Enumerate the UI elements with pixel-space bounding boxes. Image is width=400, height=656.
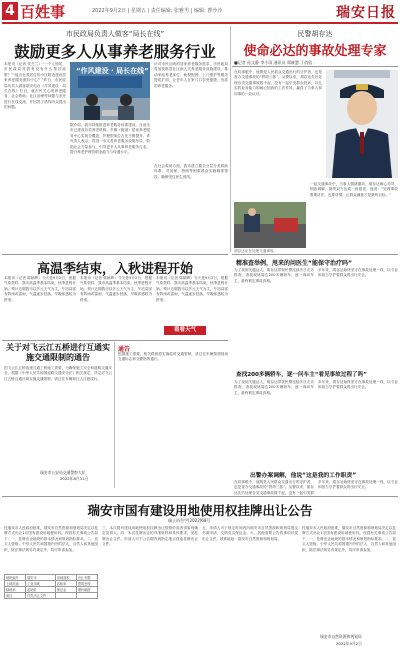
story1-body-col3b: 在社会救助方面，我市建立健全分层分类救助体系，对低保、特困等困难群众实施精准帮扶，确保兜住民生底线。 (154, 164, 228, 179)
table-row (5, 593, 98, 599)
table-cell (76, 593, 97, 599)
table-cell: 瑞安市 (26, 575, 56, 581)
table-cell: 土地用途 (5, 581, 26, 587)
story2-body-e: 为了找到关键证人，胡存达带领民警连续多日走访排查，查找现场周边200多辆轿车，逐一询问车主，最终锁定事故真相。 (234, 380, 314, 395)
story5-body-col2: 三、本次国有建设用地使用权挂牌出让按照价高者得原则确定竞得人。四、本次挂牌出让的详细资料和具体要求，见挂牌出让文件。申请人可于公告期内到指定地点获取挂牌出让文件。 (102, 526, 198, 547)
story1-body-col1: 本报讯（记者 张芝兰）“一个人独居，市民政局对我有没有什么帮扶政策？”“能否在我居住的小区附近建设居家养老服务照料中心？”昨日，市民政局负责人做客瑞安电台《作风建设 · 局长在线》栏目，就市民关心的养老服务、社会救助、社区治理等问题与市民进行在线交流，并回答了热线听众提出的问题。 (4, 62, 66, 110)
table-cell: 保证金 (55, 587, 76, 593)
masthead (0, 0, 400, 26)
story3-body-col1: 本报讯（记者 陈朝晖）今天是9月2日，根据气象资料，我市高温季基本结束，秋季进程开始。预计近期我市以多云天气为主，午后局部有阵雨或雷雨，气温逐步回落，早晚体感较为舒适。 (4, 276, 76, 302)
table-cell: 用地面积 (55, 575, 76, 581)
story2-scene-photo (234, 202, 306, 248)
story2-headline: 使命必达的事故处理专家 (243, 44, 387, 59)
story5-rule-top (2, 496, 398, 497)
story2-byline: ■记者 孙文静 李小雨 通讯员 郑筱慧 丁俏依 (234, 60, 313, 65)
paper-logo: 瑞安日报 (336, 5, 396, 21)
story4-date: 2022年8月31日 (60, 476, 89, 481)
story3-body-col3: 本报讯（记者 陈朝晖）今天是9月2日，根据气象资料，我市高温季基本结束，秋季进程开始。预计近期我市以多云天气为主，午后局部有阵雨或雷雨，气温逐步回落，早晚体感较为舒适。 (156, 276, 228, 302)
story1-headline: 鼓励更多人从事养老服务行业 (14, 43, 216, 61)
story5-signature: 瑞安市自然资源和规划局 (320, 634, 362, 639)
story1-photo (70, 62, 150, 120)
story4-body: 因飞云江五桥改建互通工程施工需要，为确保施工安全和道路交通安全，根据《中华人民共和国道路交通安全法》相关规定，决定对飞云江五桥互通区域实施交通限制，请过往车辆和行人注意绕行。 (4, 366, 112, 381)
story4-rule (2, 340, 228, 341)
story3-headline: 高温季结束，入秋进程开始 (36, 262, 193, 277)
story1-photo-caption: “作风建设 · 局长在线” (76, 67, 149, 75)
story5-date: 2022年9月2日 (336, 641, 362, 646)
story2-subhead-4: 出警办案调解，他说“这是我的工作职责” (250, 473, 357, 479)
story4-signature: 瑞安市公安局交通警察大队 (40, 470, 86, 475)
story5-headline: 瑞安市国有建设用地使用权挂牌出让公告 (87, 503, 313, 518)
page-number: 4 (2, 2, 18, 20)
notice-body: 根据施工需要，相关路段将实施临时交通管制，请过往车辆按照现场交通标志和交警指挥通行。 (118, 352, 228, 362)
table-cell: 详见出让文件 (26, 593, 56, 599)
table-cell: 地块编号 (5, 575, 26, 581)
story5-subhead: 瑞土资告字[2022]68号 (168, 518, 211, 523)
story4-headline: 关于对飞云江五桥进行互通实施交通限制的通告 (6, 343, 110, 362)
table-cell: 绿地率 (5, 587, 26, 593)
story2-subhead-2: 精准查举例，甩来的问医生“能保守治疗吗” (236, 260, 352, 267)
story1-body-col3: 针对市民反映的居家养老服务需求，市民政局将加快推进社区嵌入式养老服务设施建设，推动家庭养老床位、助餐配餐、上门照护等服务提质扩面，让老年人在家门口享受便捷、优质的养老服务。 (154, 62, 228, 88)
table-cell: 工业用地 (26, 581, 56, 587)
weather-tag: 看看天气 (164, 326, 206, 335)
land-table (4, 574, 98, 599)
story2-rule (232, 66, 398, 67)
story5-body-col1: 经瑞安市人民政府批准，瑞安市自然资源和规划局决定以挂牌方式出让1宗国有建设用地使用权。现将有关事项公告如下：一、挂牌出让地块的基本情况和规划指标要求。二、竞买人资格。中华人民共和国境内外的法人、自然人和其他组织，除法律法规另有规定外，均可申请参加。 (4, 526, 98, 552)
story2-photo-caption: 胡存达正在处理交通事故。 (234, 249, 278, 253)
notice-label: 通告 (118, 346, 131, 353)
col-divider (230, 26, 231, 252)
section-title: 百姓事 (20, 3, 66, 21)
story1-body-col2: 据介绍，我市持续推进养老服务体系建设，目前全市已建成各类养老机构，乡镇（街道）居家养老服务中心实现全覆盖，护理型床位占比不断提升。该负责人表示，将进一步完善养老服务设施布局，鼓励社会力量参与，引导更多人从事养老服务行业，提升养老护理员职业能力与待遇水平。 (70, 123, 150, 155)
table-cell: 出让年限 (76, 575, 97, 581)
table-cell: 增价幅度 (76, 587, 97, 593)
story3-body-col2: 本报讯（记者 陈朝晖）今天是9月2日，根据气象资料，我市高温季基本结束，秋季进程开始。预计近期我市以多云天气为主，午后局部有阵雨或雷雨，气温逐步回落，早晚体感较为舒适。 (80, 276, 152, 302)
story2-subhead-3: 查找200多辆轿车，逐一问车主“看见事故过程了吗” (236, 372, 367, 378)
story5-body-col3: 五、申请人可于规定时间内向瑞安市自然资源和规划局提交书面申请，交纳竞买保证金。六、其他需要公告的事项详见出让文件。联系地址：瑞安市自然资源和规划局。 (202, 526, 298, 541)
table-cell: 起始价 (26, 587, 56, 593)
story2-officer-photo (326, 70, 398, 178)
story2-body-f: 多年来，胡存达始终坚守在事故处理一线，以专业和担当守护着群众的出行安全。 (318, 380, 398, 390)
issue-info: 2022年9月2日 | 星期五 | 责任编辑: 张雅男 | 编辑: 曹沙沙 (92, 8, 223, 14)
story2-body: 在同事眼中，他既是人民群众交通出行的守护者，也是查办交通事故的“拼命三郎”。从警以来，胡存达先后处理各类交通事故数千起，没有一起引发群众投诉，以扎实的业务能力和耐心细致的工作作风，赢得了当事人和同事的一致认可。 (234, 70, 322, 96)
table-cell: 备注 (5, 593, 26, 599)
story2-body-h: 多年来，胡存达始终坚守在事故处理一线，以专业和担当守护着群众的出行安全。 (318, 480, 398, 490)
notice-divider (114, 342, 115, 488)
table-cell (55, 593, 76, 599)
table-cell: 建筑密度 (76, 581, 97, 587)
story2-rule-b (232, 254, 398, 255)
story2-body-d: 多年来，胡存达始终坚守在事故处理一线，以专业和担当守护着群众的出行安全。 (318, 268, 398, 278)
table-cell: 容积率 (55, 581, 76, 587)
story2-body-b: 一起交通事故中，当事人情绪激动，胡存达耐心劝导、细致调解，最终双方达成一致意见。他说：“处理事故既要讲法，也要讲情，让群众满意才是最终目标。” (310, 182, 398, 197)
story2-body-g: 在同事眼中，他既是人民群众交通出行的守护者，也是查办交通事故的“拼命三郎”。从警以来，胡存达先后处理各类交通事故数千起，没有一起引发群 (234, 480, 314, 495)
story2-kicker: 民警胡存达 (297, 30, 333, 38)
story1-kicker: 市民政局负责人做客“局长在线” (65, 30, 165, 38)
story3-rule (2, 254, 228, 255)
header-rule (2, 22, 398, 24)
story5-body-col4: 经瑞安市人民政府批准，瑞安市自然资源和规划局决定以挂牌方式出让1宗国有建设用地使用权。现将有关事项公告如下：一、挂牌出让地块的基本情况和规划指标要求。二、竞买人资格。中华人民共和国境内外的法人、自然人和其他组织，除法律法规另有规定外，均可申请参加。 (302, 526, 396, 552)
story2-body-c: 为了找到关键证人，胡存达带领民警连续多日走访排查，查找现场周边200多辆轿车，逐一询问车主，最终锁定事故真相。 (234, 268, 314, 283)
